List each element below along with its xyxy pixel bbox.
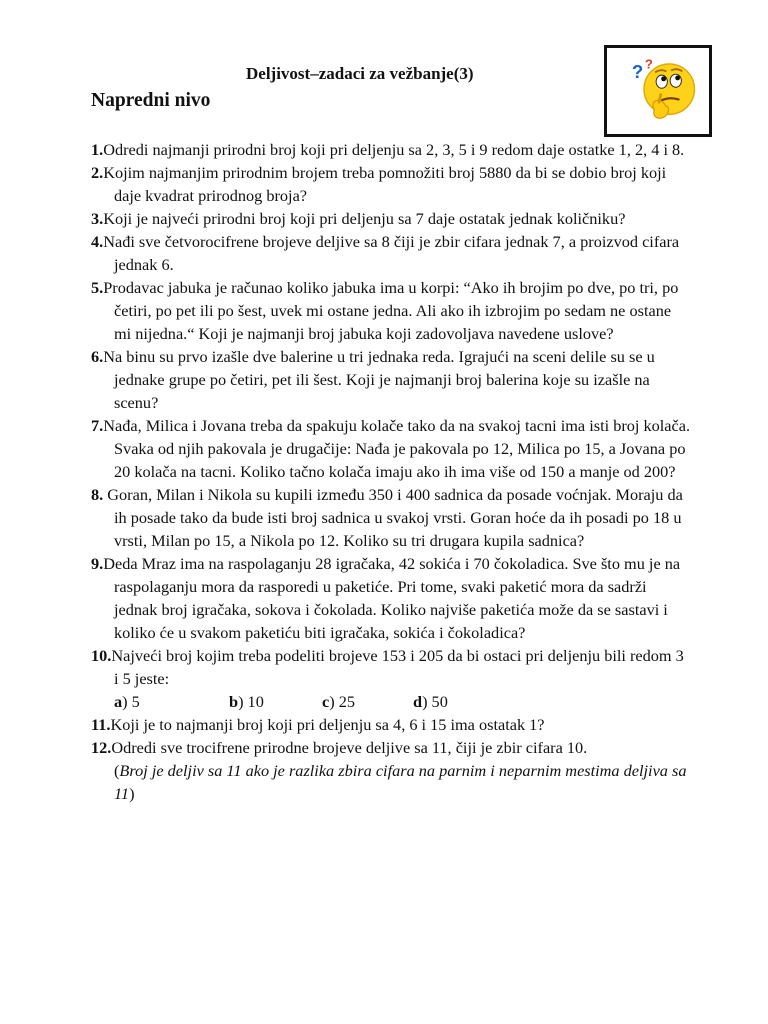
task-item [91, 276, 691, 345]
answer-option [114, 690, 229, 713]
answer-option [322, 690, 413, 713]
task-item [91, 161, 691, 207]
task-text: Goran, Milan i Nikola su kupili između 350 i 400 sadnica da posade voćnjak. Moraju da ih posade tako da bude isti broj sadnica u svakoj vrsti. Goran hoće da ih posadi po 18 u vrsti, Milan po 15, a Nikola po 12. Koliko su tri drugara kupila sadnica? [103, 485, 683, 550]
option-value: 50 [427, 692, 448, 711]
hint-open-paren: ( [114, 761, 120, 780]
option-letter: a [114, 692, 123, 711]
task-number: 2. [91, 163, 104, 182]
task-number: 1. [91, 140, 104, 159]
task-number: 6. [91, 347, 104, 366]
task-text: Odredi sve trocifrene prirodne brojeve deljive sa 11, čiji je zbir cifara 10. [111, 738, 588, 757]
task-item [91, 230, 691, 276]
task-number: 7. [91, 416, 104, 435]
task-text: Nađa, Milica i Jovana treba da spakuju kolače tako da na svakoj tacni ima isti broj kolača. Svaka od njih pakovala je drugačije: Nađa je pakovala po 12, Milica po 15, a Jovana po 20 kolača na tacni. Koliko tačno kolača imaju ako ih ima više od 150 a manje od 200? [103, 416, 691, 481]
page-subtitle: Napredni nivo [91, 90, 211, 111]
option-letter: c [322, 692, 330, 711]
task-item [91, 345, 691, 414]
task-item [91, 552, 691, 644]
task-item [91, 414, 691, 483]
task-number: 3. [91, 209, 104, 228]
task-item [91, 207, 691, 230]
task-text: Najveći broj kojim treba podeliti brojeve 153 i 205 da bi ostaci pri deljenju bili redom 3 i 5 jeste: [111, 646, 684, 688]
task-number: 9. [91, 554, 104, 573]
task-number: 8. [91, 485, 104, 504]
task-hint [91, 759, 691, 805]
question-mark-icon: ? [644, 56, 653, 72]
thinking-smiley-icon [607, 48, 709, 134]
answer-option [229, 690, 322, 713]
thinking-smiley-image [604, 45, 712, 137]
task-number: 10. [91, 646, 112, 665]
task-item [91, 644, 691, 690]
task-text: Deda Mraz ima na raspolaganju 28 igračaka, 42 sokića i 70 čokoladica. Sve što mu je na raspolaganju mora da rasporedi u paketiće. Pri tome, svaki paketić mora da sadrži jednak broj igračaka, sokova i čokolada. Koliko najviše paketića može da se sastavi i koliko će u svakom paketiću biti igračaka, sokića i čokoladica? [103, 554, 681, 642]
task-item [91, 138, 691, 161]
option-letter: d [413, 692, 423, 711]
task-number: 12. [91, 738, 112, 757]
hint-close-paren: ) [129, 784, 135, 803]
option-letter: b [229, 692, 239, 711]
answer-options [91, 690, 691, 713]
task-text: Nađi sve četvorocifrene brojeve deljive sa 8 čiji je zbir cifara jednak 7, a proizvod cifara jednak 6. [103, 232, 680, 274]
task-item [91, 736, 691, 759]
question-mark-icon: ? [631, 60, 644, 82]
task-text: Na binu su prvo izašle dve balerine u tri jednaka reda. Igrajući na sceni delile su se u jednake grupe po četiri, pet ili šest. Koji je najmanji broj balerina koje su izašle na scenu? [103, 347, 655, 412]
task-number: 5. [91, 278, 104, 297]
task-number: 4. [91, 232, 104, 251]
option-value: 10 [243, 692, 264, 711]
option-value: 5 [127, 692, 140, 711]
option-value: 25 [334, 692, 356, 711]
task-item [91, 713, 691, 736]
task-text: Koji je najveći prirodni broj koji pri deljenju sa 7 daje ostatak jednak količniku? [103, 209, 626, 228]
option-paren: ) [238, 692, 244, 711]
task-item [91, 483, 691, 552]
task-text: Kojim najmanjim prirodnim brojem treba pomnožiti broj 5880 da bi se dobio broj koji daje kvadrat prirodnog broja? [103, 163, 667, 205]
page-title: Deljivost–zadaci za vežbanje(3) [246, 64, 474, 83]
option-paren: ) [422, 692, 428, 711]
task-number: 11. [91, 715, 111, 734]
option-paren: ) [122, 692, 128, 711]
task-text: Koji je to najmanji broj koji pri deljenju sa 4, 6 i 15 ima ostatak 1? [110, 715, 545, 734]
answer-option [413, 690, 448, 713]
hint-text: Broj je deljiv sa 11 ako je razlika zbira cifara na parnim i neparnim mestima deljiva sa 11 [114, 761, 687, 803]
task-text: Prodavac jabuka je računao koliko jabuka ima u korpi: “Ako ih brojim po dve, po tri, po četiri, po pet ili po šest, uvek mi ostane jedna. Ali ako ih izbrojim po sedam ne ostane mi nijedna.“ Koji je najmanji broj jabuka koji zadovoljava navedene uslove? [103, 278, 679, 343]
option-paren: ) [329, 692, 335, 711]
task-list [91, 138, 691, 805]
task-text: Odredi najmanji prirodni broj koji pri deljenju sa 2, 3, 5 i 9 redom daje ostatke 1, 2, 4 i 8. [103, 140, 685, 159]
